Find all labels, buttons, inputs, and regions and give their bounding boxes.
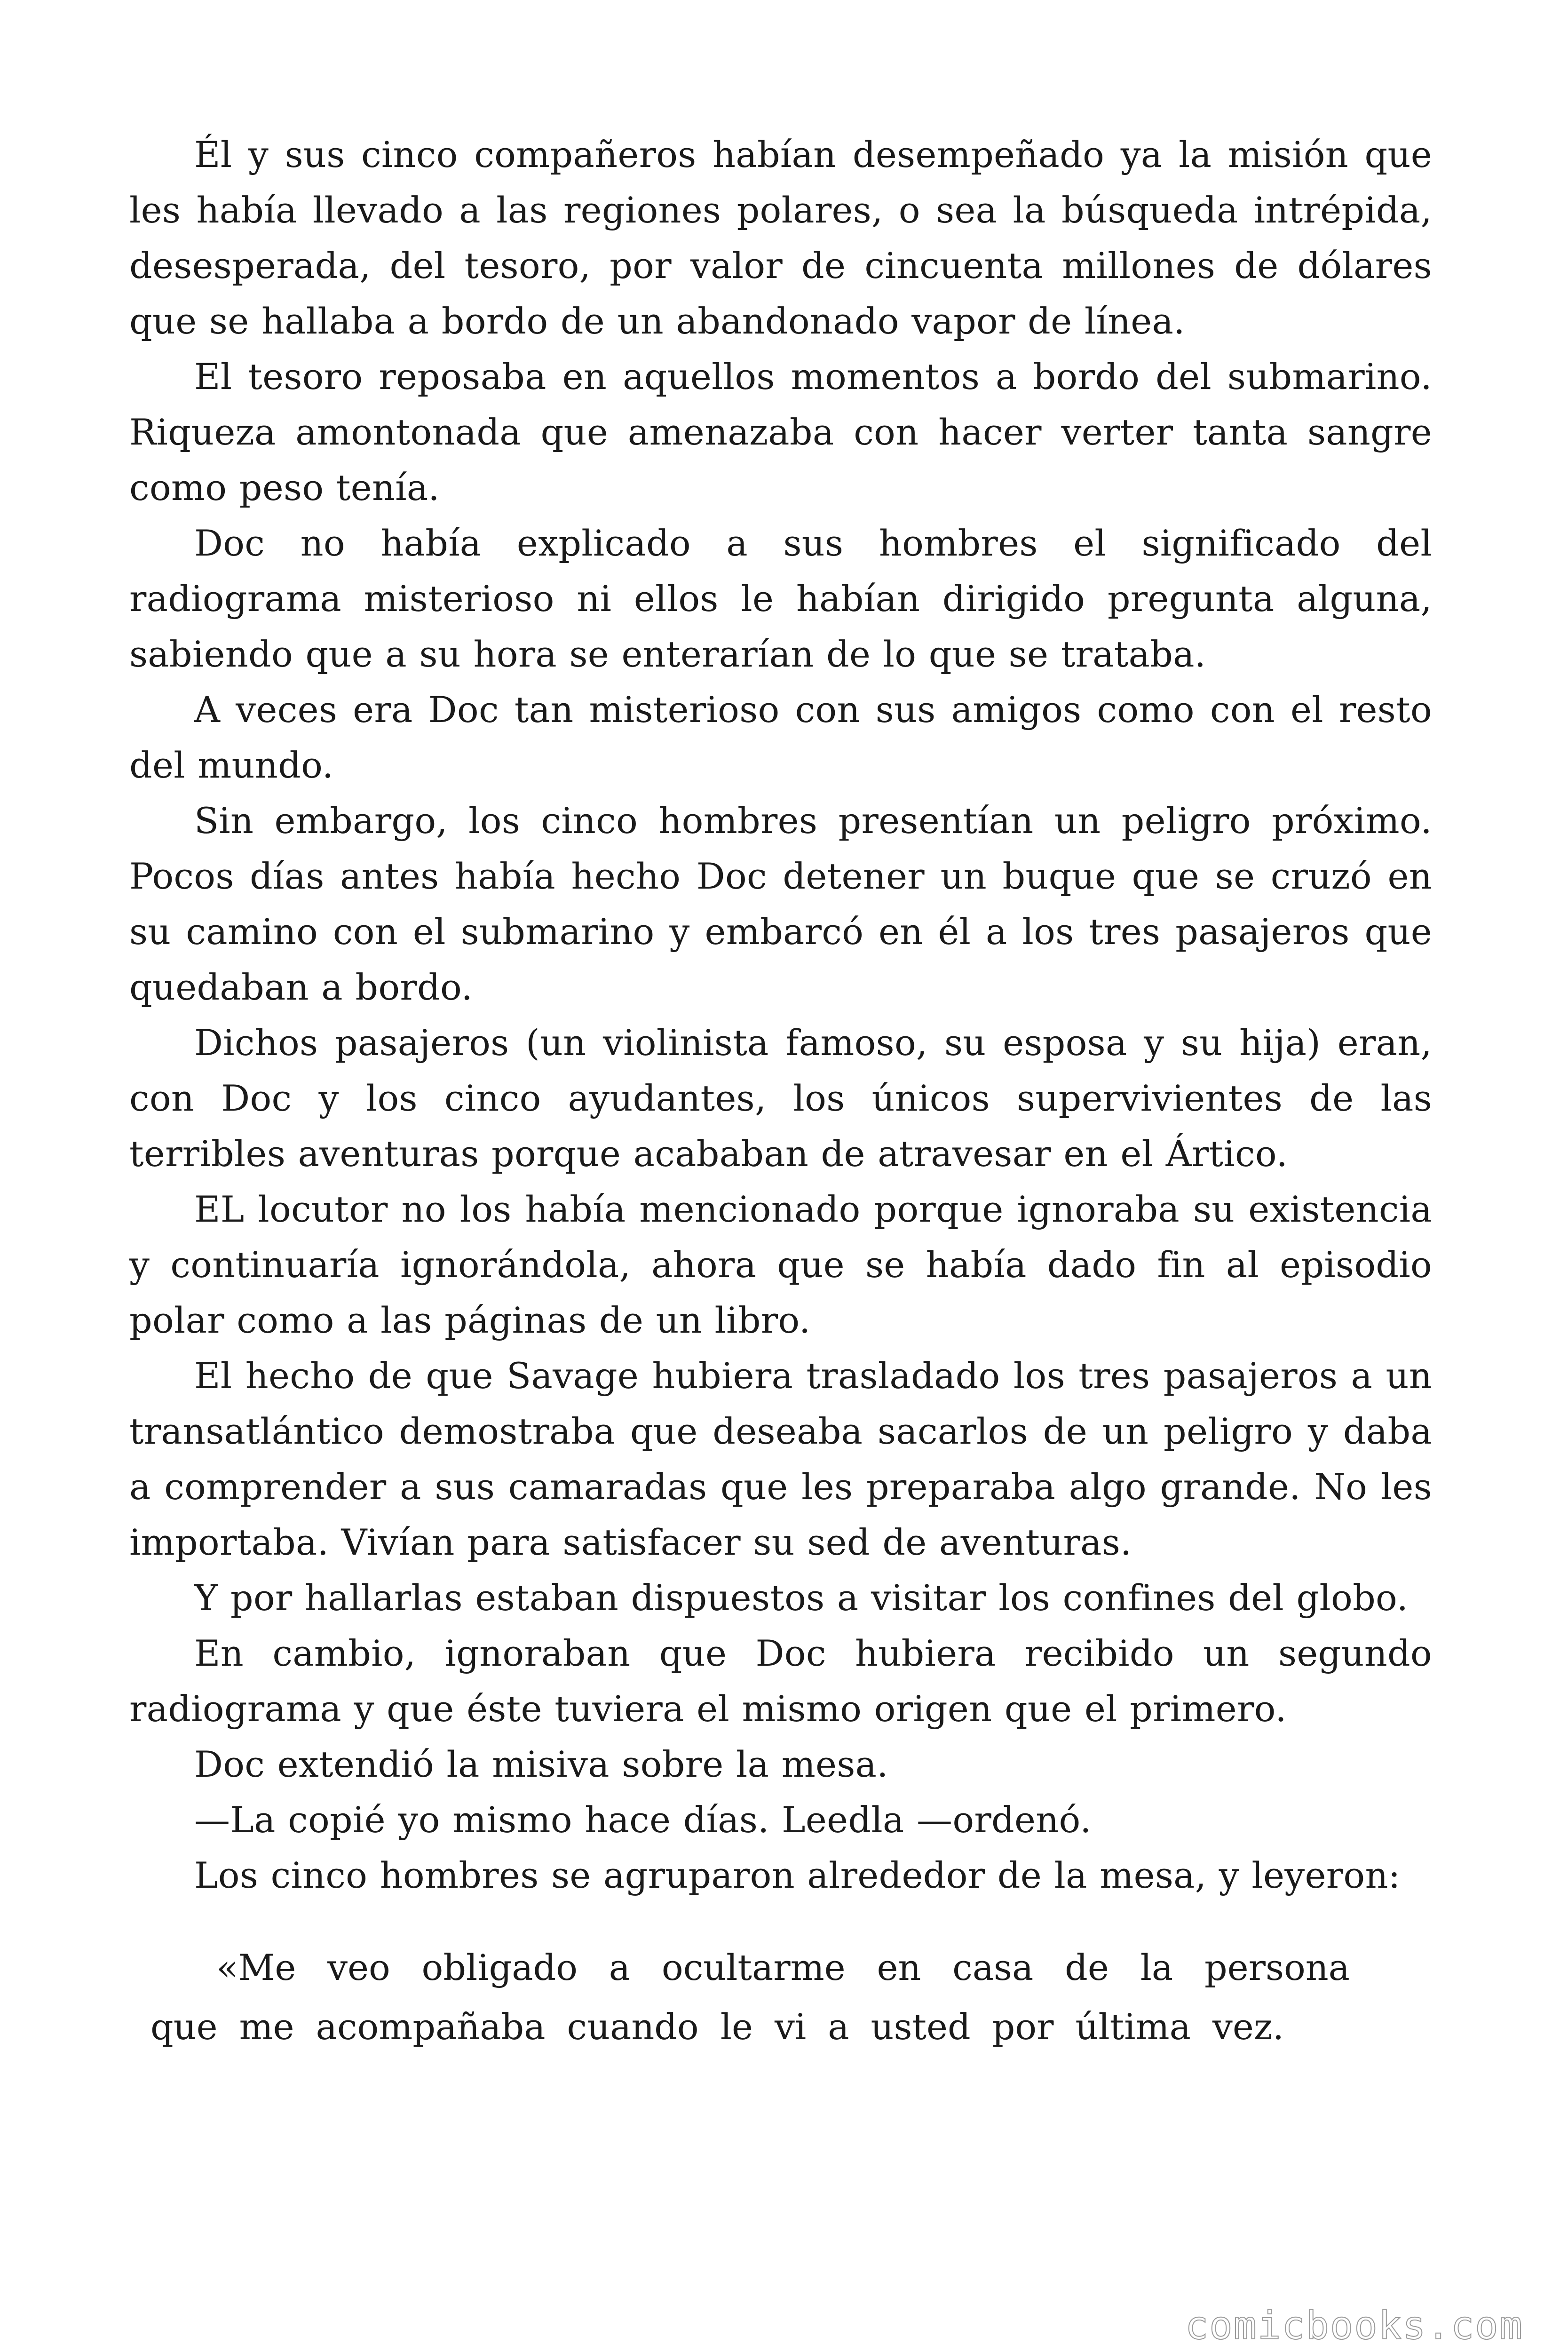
watermark-logo: comicbooks.com	[1185, 2304, 1523, 2348]
quote-line-2: que me acompañaba cuando le vi a usted por última vez.	[150, 2006, 1284, 2048]
dialogue-paragraph: —La copié yo mismo hace días. Leedla —ordenó.	[194, 1799, 1092, 1841]
paragraph: Dichos pasajeros (un violinista famoso, su esposa y su hija) eran, con Doc y los cinco ayudantes, los únicos supervivientes de las terribles aventuras porque acababan de atravesar en el Ártico.	[129, 1022, 1432, 1175]
book-page-body	[129, 127, 1432, 1903]
paragraph: EL locutor no los había mencionado porque ignoraba su existencia y continuaría ignorándola, ahora que se había dado fin al episodio polar como a las páginas de un libro.	[129, 1188, 1432, 1341]
paragraph: Doc no había explicado a sus hombres el significado del radiograma misterioso ni ellos le habían dirigido pregunta alguna, sabiendo que a su hora se enterarían de lo que se trataba.	[129, 522, 1432, 675]
paragraph: Sin embargo, los cinco hombres presentían un peligro próximo. Pocos días antes había hecho Doc detener un buque que se cruzó en su camino con el submarino y embarcó en él a los tres pasajeros que quedaban a bordo.	[129, 800, 1432, 1008]
paragraph: El tesoro reposaba en aquellos momentos a bordo del submarino. Riqueza amontonada que amenazaba con hacer verter tanta sangre como peso tenía.	[129, 356, 1432, 509]
paragraph: Él y sus cinco compañeros habían desempeñado ya la misión que les había llevado a las regiones polares, o sea la búsqueda intrépida, desesperada, del tesoro, por valor de cincuenta millones de dólares que se hallaba a bordo de un abandonado vapor de línea.	[129, 134, 1432, 342]
paragraph: El hecho de que Savage hubiera trasladado los tres pasajeros a un transatlántico demostraba que deseaba sacarlos de un peligro y daba a comprender a sus camaradas que les preparaba algo grande. No les importaba. Vivían para satisfacer su sed de aventuras.	[129, 1355, 1432, 1563]
paragraph: Los cinco hombres se agruparon alrededor de la mesa, y leyeron:	[194, 1854, 1401, 1896]
radiogram-quote	[150, 1938, 1350, 2057]
paragraph: A veces era Doc tan misterioso con sus amigos como con el resto del mundo.	[129, 689, 1432, 786]
quote-line-1: «Me veo obligado a ocultarme en casa de la persona	[216, 1947, 1350, 1988]
paragraph: En cambio, ignoraban que Doc hubiera recibido un segundo radiograma y que éste tuviera el mismo origen que el primero.	[129, 1632, 1432, 1730]
paragraph: Doc extendió la misiva sobre la mesa.	[194, 1743, 888, 1785]
paragraph: Y por hallarlas estaban dispuestos a visitar los confines del globo.	[194, 1577, 1409, 1619]
